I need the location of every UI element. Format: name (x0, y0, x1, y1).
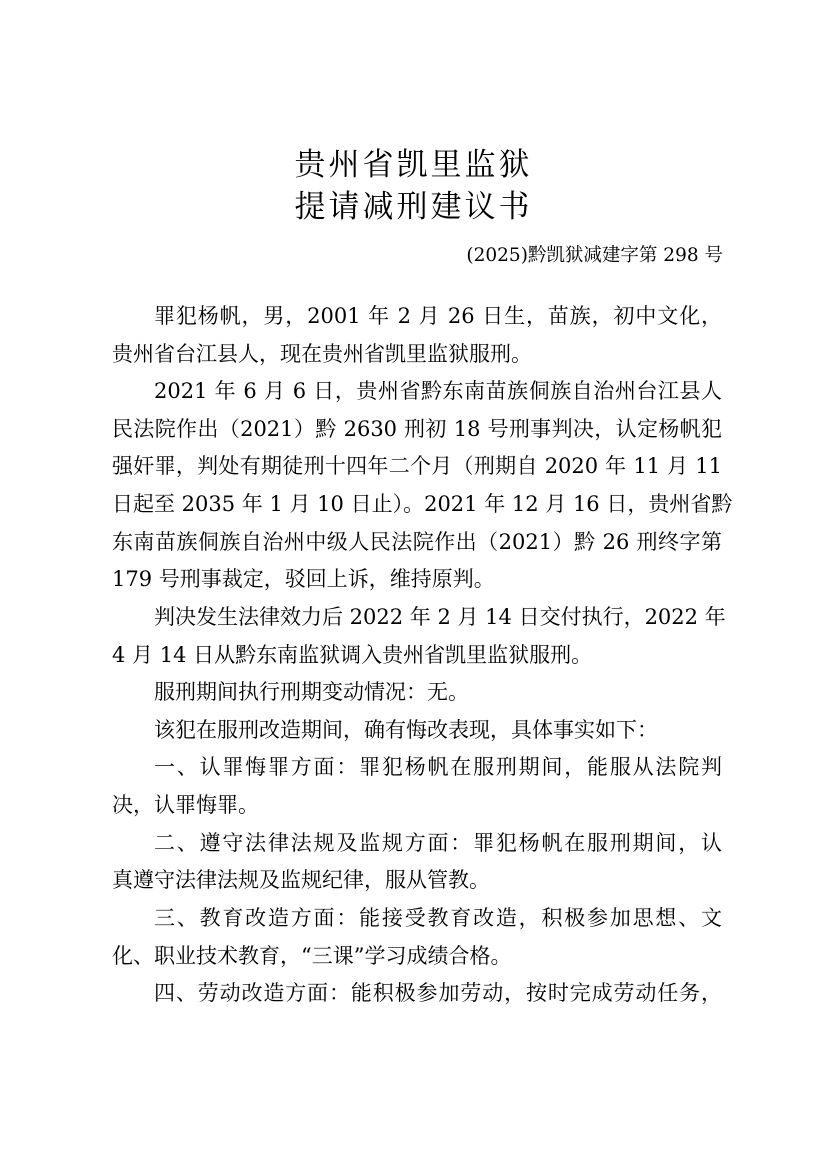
body-line: 2021 年 6 月 6 日，贵州省黔东南苗族侗族自治州台江县人 (154, 379, 722, 403)
document-number: (2025)黔凯狱减建字第 298 号 (466, 245, 723, 266)
body-line: 真遵守法律法规及监规纪律，服从管教。 (112, 868, 490, 892)
body-line: 三、教育改造方面：能接受教育改造，积极参加思想、文 (154, 906, 722, 930)
body-line: 贵州省台江县人，现在贵州省凯里监狱服刑。 (112, 342, 532, 366)
body-line: 化、职业技术教育，“三课”学习成绩合格。 (112, 944, 512, 968)
body-line: 强奸罪，判处有期徒刑十四年二个月（刑期自 2020 年 11 月 11 (112, 454, 722, 478)
document-title-line1: 贵州省凯里监狱 (294, 147, 533, 183)
body-line: 日起至 2035 年 1 月 10 日止）。2021 年 12 月 16 日，贵州省黔 (112, 492, 733, 516)
body-line: 民法院作出（2021）黔 2630 刑初 18 号刑事判决，认定杨帆犯 (112, 417, 722, 441)
body-line: 该犯在服刑改造期间，确有悔改表现，具体事实如下： (154, 718, 658, 742)
document-title-line2: 提请减刑建议书 (294, 189, 533, 225)
body-line: 服刑期间执行刑期变动情况：无。 (154, 680, 469, 704)
body-line: 179 号刑事裁定，驳回上诉，维持原判。 (112, 567, 495, 591)
body-line: 四、劳动改造方面：能积极参加劳动，按时完成劳动任务， (154, 981, 722, 1005)
body-line: 罪犯杨帆，男，2001 年 2 月 26 日生，苗族，初中文化， (154, 304, 722, 328)
body-line: 决，认罪悔罪。 (112, 793, 259, 817)
body-line: 一、认罪悔罪方面：罪犯杨帆在服刑期间，能服从法院判 (154, 755, 722, 779)
body-line: 判决发生法律效力后 2022 年 2 月 14 日交付执行，2022 年 (154, 605, 726, 629)
body-line: 二、遵守法律法规及监规方面：罪犯杨帆在服刑期间，认 (154, 831, 722, 855)
body-line: 东南苗族侗族自治州中级人民法院作出（2021）黔 26 刑终字第 (112, 530, 722, 554)
body-line: 4 月 14 日从黔东南监狱调入贵州省凯里监狱服刑。 (112, 643, 593, 667)
